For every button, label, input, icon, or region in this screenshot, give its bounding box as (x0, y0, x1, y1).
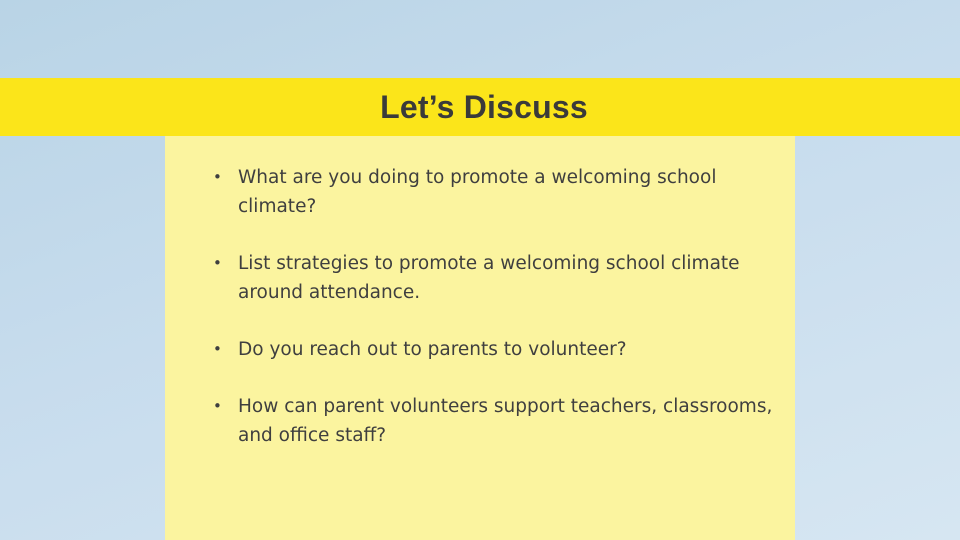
bullet-icon: • (213, 340, 222, 358)
bullet-item-2 (213, 249, 773, 307)
bullet-text-1: What are you doing to promote a welcoming school climate? (238, 167, 717, 217)
bullet-item-4 (213, 392, 773, 450)
slide-title: Let’s Discuss (380, 88, 588, 125)
bullet-text-3: Do you reach out to parents to volunteer? (238, 339, 627, 360)
bullet-icon: • (213, 168, 222, 186)
bullet-icon: • (213, 397, 222, 415)
bullet-list (213, 163, 773, 450)
content-panel (165, 136, 795, 540)
bullet-item-3 (213, 335, 773, 364)
bullet-text-2: List strategies to promote a welcoming school climate around attendance. (238, 253, 740, 303)
bullet-item-1 (213, 163, 773, 221)
bullet-icon: • (213, 254, 222, 272)
title-band (0, 78, 960, 136)
bullet-text-4: How can parent volunteers support teachers, classrooms, and office staff? (238, 396, 773, 446)
